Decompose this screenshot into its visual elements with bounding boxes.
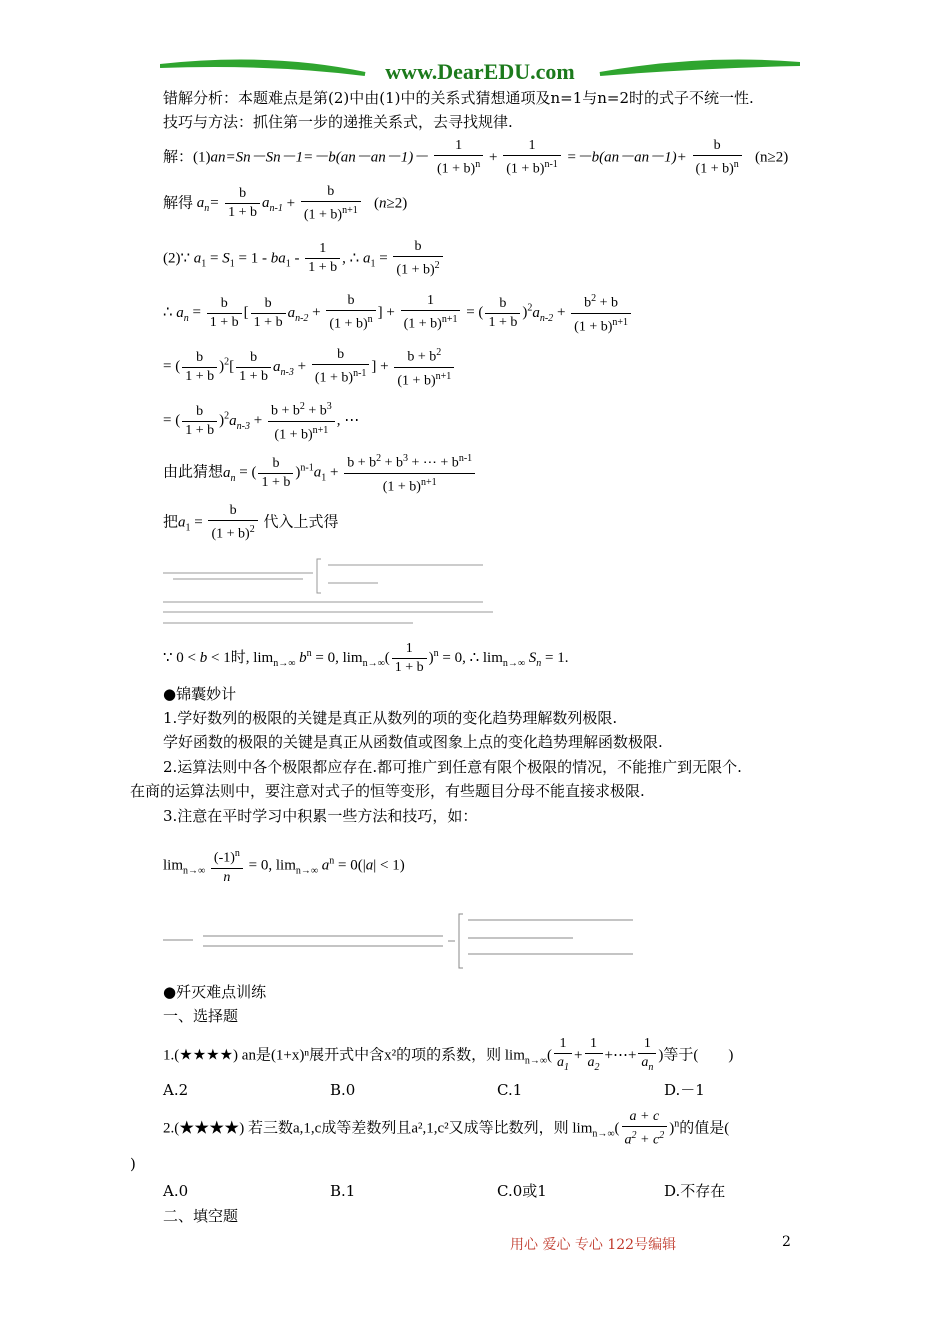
site-logo-text: www.DearEDU.com bbox=[385, 59, 575, 84]
guess-label: 由此猜想 bbox=[163, 464, 224, 481]
section-choice: 一、选择题 bbox=[163, 1007, 239, 1025]
q1-option-d: D.－1 bbox=[664, 1081, 705, 1099]
q1-option-b: B.0 bbox=[330, 1081, 356, 1099]
solution-part2: (2)∵ $a_1 = S_1 = 1 - ba_1$ - $\frac{1}{1 + b}$ , ∴ $a_1$ = $\frac{b}{(1 + b)^2}$ bbox=[163, 238, 445, 280]
solution-solved: 解得 $a_n=$ $\frac{b}{1 + b}$ $a_{n-1}$ + $\frac{b}{(1 + b)^{n+1}}$ (n≥2) bbox=[163, 184, 408, 223]
tips-heading: ●锦囊妙计 bbox=[163, 685, 237, 703]
solution-label: 解：(1) bbox=[163, 149, 211, 166]
footer-motto: 用心 爱心 专心 122号编辑 bbox=[510, 1237, 677, 1253]
section-fill-blank: 二、填空题 bbox=[163, 1207, 239, 1225]
blurred-formula-image bbox=[163, 553, 493, 633]
tip-2b: 在商的运算法则中，要注意对式子的恒等变形，有些题目分母不能直接求极限. bbox=[130, 782, 645, 800]
q1-option-a: A.2 bbox=[163, 1081, 189, 1099]
derivation-line-2: = ( $\frac{b}{1 + b}$ )$^2$[ $\frac{b}{1 + b}$ $a_{n-3}$ + $\frac{b}{(1 + b)^{n-1}}$ ] + $\frac{b + b^2}{(1 + b)^{n+1}}$ bbox=[163, 344, 456, 390]
solution-eq1: an=Sn－Sn－1=－b(an－an－1)－ bbox=[210, 149, 429, 166]
q1-option-c: C.1 bbox=[497, 1081, 523, 1099]
question-1: 1.(★★★★) an是(1+x)ⁿ展开式中含x²的项的系数，则 $\lim_{n\to\infty}$( $\frac{1}{a_1}$ + $\frac{1}{a_2}$ +⋯+ $\frac{1}{a_n}$ )等于( ) bbox=[163, 1036, 734, 1073]
q1-prefix: 1.(★★★★) bbox=[163, 1047, 239, 1064]
derivation-line-1: ∴ $a_n$ = $\frac{b}{1 + b}$ [ $\frac{b}{1 + b}$ $a_{n-2}$ + $\frac{b}{(1 + b)^n}$ ] + $\frac{1}{(1 + b)^{n+1}}$ = ( $\frac{b}{1 + b}$ )$^2a_{n-2}$ + $\frac{b^2 + b}{(1 + b)^{n+1}}$ bbox=[163, 290, 633, 336]
solution-eq1b: =－b(an－an－1)+ bbox=[566, 149, 687, 166]
tip-1b: 学好函数的极限的关键是真正从函数值或图象上点的变化趋势理解函数极限. bbox=[163, 733, 663, 751]
q2-option-c: C.0或1 bbox=[497, 1182, 547, 1200]
q1-text: an是(1+x)ⁿ展开式中含x²的项的系数，则 bbox=[241, 1047, 502, 1064]
tip-3: 3.注意在平时学习中积累一些方法和技巧，如： bbox=[163, 807, 478, 825]
q1-suffix: 等于( ) bbox=[663, 1047, 734, 1064]
header-banner bbox=[160, 52, 800, 86]
part2-label: (2)∵ bbox=[163, 250, 191, 267]
skills-method: 技巧与方法：抓住第一步的递推关系式，去寻找规律. bbox=[163, 113, 513, 131]
q2-text: 若三数a,1,c成等差数列且a²,1,c²又成等比数列，则 bbox=[248, 1120, 569, 1137]
q2-prefix: 2.(★★★★) bbox=[163, 1120, 245, 1137]
guess-formula: 由此猜想$a_n$ = ( $\frac{b}{1 + b}$ )$^{n-1}a_1$ + $\frac{b + b^2 + b^3 + \cdots + b^{n-1}}{(1 + b)^{n+1}}$ bbox=[163, 450, 477, 496]
limit-conclusion: ∵ 0 < b < 1时, $\lim_{n\to\infty} b^n = 0$, $\lim_{n\to\infty}$( $\frac{1}{1 + b}$ )$^n$ = 0, ∴ $\lim_{n\to\infty} S_n = 1$. bbox=[163, 641, 569, 675]
substitute-suffix: 代入上式得 bbox=[263, 514, 339, 531]
solution-part1: 解：(1)an=Sn－Sn－1=－b(an－an－1)－ $\frac{1}{(1 + b)^n}$ + $\frac{1}{(1 + b)^{n-1}}$ =－b(an－an－1)+ $\frac{b}{(1 + b)^n}$ (n≥2) bbox=[163, 138, 789, 177]
cond-n-ge-2: (n≥2) bbox=[755, 149, 789, 166]
page-number: 2 bbox=[782, 1234, 791, 1250]
limit-examples: $\lim_{n\to\infty}$ $\frac{(-1)^n}{n}$ = 0, $\lim_{n\to\infty} a^n = 0(|a| < 1)$ bbox=[163, 845, 405, 887]
solved-label: 解得 bbox=[163, 195, 194, 212]
right-swoosh bbox=[600, 62, 800, 74]
q2-close-paren: ) bbox=[130, 1155, 136, 1173]
derivation-line-3: = ( $\frac{b}{1 + b}$ )$^2a_{n-3}$ + $\frac{b + b^2 + b^3}{(1 + b)^{n+1}}$ , ⋯ bbox=[163, 398, 359, 444]
question-2: 2.(★★★★) 若三数a,1,c成等差数列且a²,1,c²又成等比数列，则 $\lim_{n\to\infty}$( $\frac{a + c}{a^2 + c^2}$ )$^n$的值是( bbox=[163, 1109, 730, 1148]
training-heading: ●歼灭难点训练 bbox=[163, 983, 267, 1001]
q2-option-a: A.0 bbox=[163, 1182, 189, 1200]
substitute-formula: 把$a_1$ = $\frac{b}{(1 + b)^2}$ 代入上式得 bbox=[163, 503, 339, 542]
left-swoosh bbox=[160, 62, 365, 75]
tip-2: 2.运算法则中各个极限都应存在.都可推广到任意有限个极限的情况，不能推广到无限个. bbox=[163, 758, 742, 776]
substitute-label: 把 bbox=[163, 514, 179, 531]
q2-option-b: B.1 bbox=[330, 1182, 356, 1200]
tip-1: 1.学好数列的极限的关键是真正从数列的项的变化趋势理解数列极限. bbox=[163, 709, 618, 727]
q2-suffix: 的值是( bbox=[679, 1120, 730, 1137]
blurred-rational-limit bbox=[163, 910, 643, 972]
error-analysis: 错解分析：本题难点是第(2)中由(1)中的关系式猜想通项及n=1与n=2时的式子不统一性. bbox=[163, 89, 754, 107]
q2-option-d: D.不存在 bbox=[664, 1182, 726, 1200]
